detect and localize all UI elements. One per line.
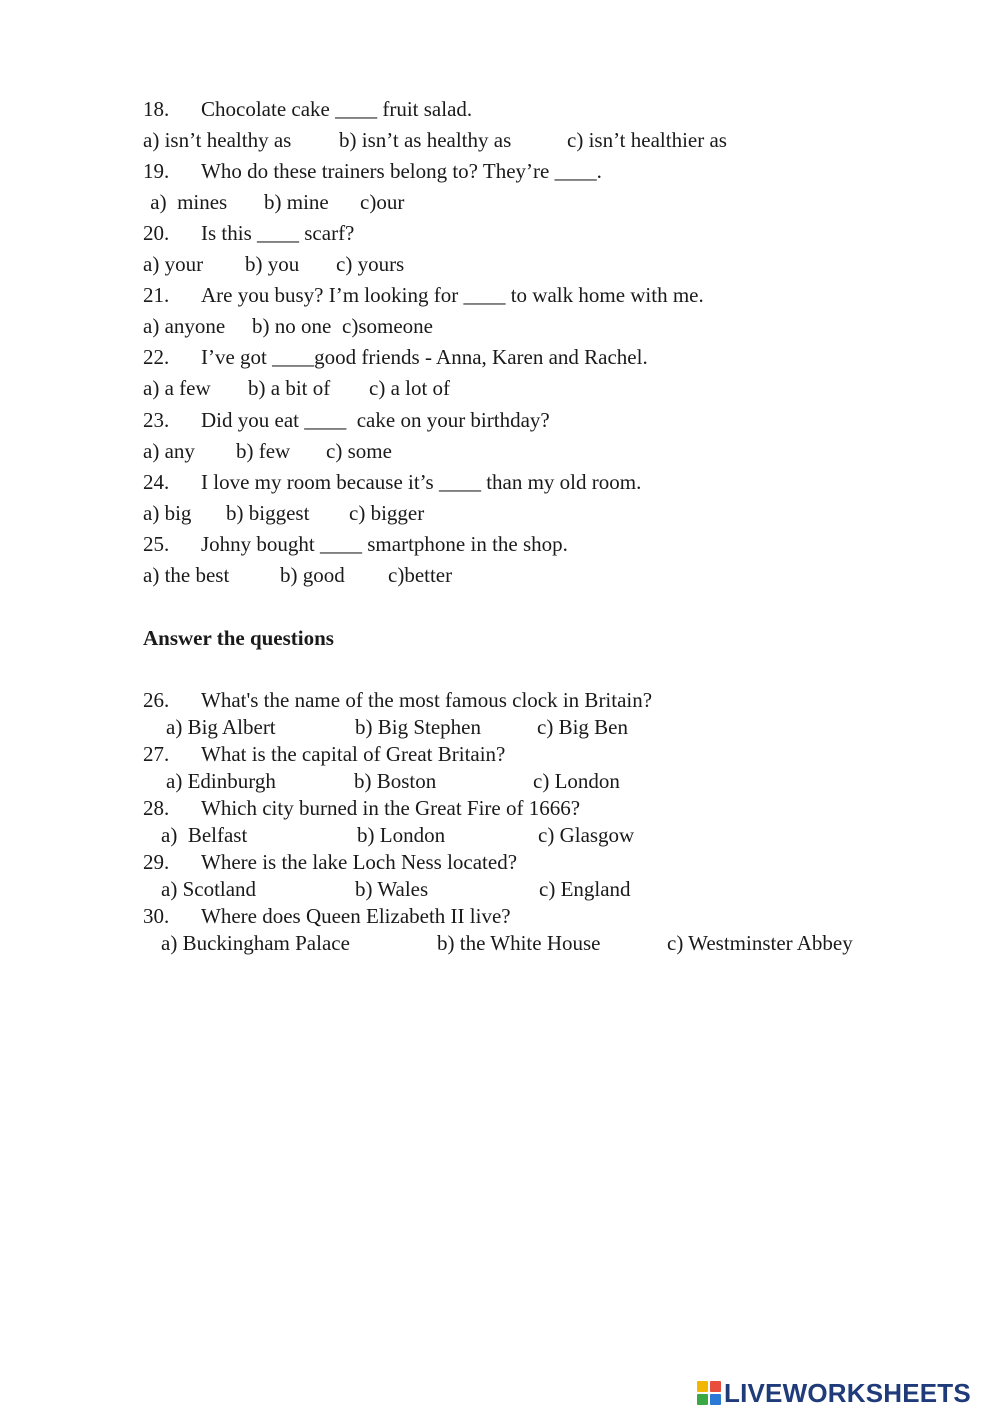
question-29 xyxy=(143,850,517,875)
section-heading: Answer the questions xyxy=(143,626,334,650)
option-a[interactable]: a) Scotland xyxy=(161,877,257,901)
question-number: 23. xyxy=(143,408,170,432)
option-a[interactable]: a) anyone xyxy=(143,314,226,338)
question-23 xyxy=(143,408,550,433)
question-25 xyxy=(143,532,568,557)
options-19 xyxy=(145,190,404,215)
question-number: 18. xyxy=(143,97,170,121)
question-19 xyxy=(143,159,602,184)
option-b[interactable]: b) you xyxy=(245,252,300,276)
question-27 xyxy=(143,742,505,767)
question-number: 30. xyxy=(143,904,170,928)
question-number: 22. xyxy=(143,345,170,369)
option-c[interactable]: c)our xyxy=(360,190,405,214)
option-c[interactable]: c) yours xyxy=(336,252,405,276)
option-c[interactable]: c) Glasgow xyxy=(538,823,635,847)
question-number: 19. xyxy=(143,159,170,183)
question-26 xyxy=(143,688,652,713)
option-b[interactable]: b) Boston xyxy=(354,769,437,793)
option-b[interactable]: b) no one xyxy=(252,314,332,338)
option-a[interactable]: a) your xyxy=(143,252,204,276)
question-text: Who do these trainers belong to? They’re ____. xyxy=(201,159,602,183)
option-c[interactable]: c)someone xyxy=(342,314,433,338)
option-a[interactable]: a) any xyxy=(143,439,195,463)
options-21 xyxy=(143,314,433,339)
options-25 xyxy=(143,563,452,588)
question-24 xyxy=(143,470,641,495)
question-text: Are you busy? I’m looking for ____ to walk home with me. xyxy=(201,283,704,307)
question-number: 24. xyxy=(143,470,170,494)
question-text: Chocolate cake ____ fruit salad. xyxy=(201,97,473,121)
question-text: I’ve got ____good friends - Anna, Karen and Rachel. xyxy=(201,345,648,369)
option-a[interactable]: a) Buckingham Palace xyxy=(161,931,350,955)
option-b[interactable]: b) Wales xyxy=(355,877,429,901)
option-b[interactable]: b) mine xyxy=(264,190,329,214)
option-c[interactable]: c) isn’t healthier as xyxy=(567,128,727,152)
option-c[interactable]: c) England xyxy=(539,877,631,901)
question-number: 29. xyxy=(143,850,170,874)
option-b[interactable]: b) isn’t as healthy as xyxy=(339,128,512,152)
option-b[interactable]: b) the White House xyxy=(437,931,601,955)
question-22 xyxy=(143,345,648,370)
liveworksheets-brand[interactable] xyxy=(697,1379,971,1407)
question-number: 25. xyxy=(143,532,170,556)
question-number: 27. xyxy=(143,742,170,766)
option-b[interactable]: b) biggest xyxy=(226,501,310,525)
option-a[interactable]: a) the best xyxy=(143,563,230,587)
question-text: I love my room because it’s ____ than my old room. xyxy=(201,470,642,494)
question-21 xyxy=(143,283,704,308)
option-c[interactable]: c)better xyxy=(388,563,453,587)
question-text: What is the capital of Great Britain? xyxy=(201,742,506,766)
option-b[interactable]: b) few xyxy=(236,439,291,463)
options-18 xyxy=(143,128,727,153)
question-text: Johny bought ____ smartphone in the shop. xyxy=(201,532,568,556)
options-24 xyxy=(143,501,424,526)
question-number: 20. xyxy=(143,221,170,245)
question-text: Did you eat ____ cake on your birthday? xyxy=(201,408,550,432)
option-a[interactable]: a) Edinburgh xyxy=(166,769,276,793)
option-b[interactable]: b) good xyxy=(280,563,345,587)
question-text: Where is the lake Loch Ness located? xyxy=(201,850,518,874)
option-c[interactable]: c) Westminster Abbey xyxy=(667,931,853,955)
option-a[interactable]: a) a few xyxy=(143,376,211,400)
liveworksheets-logo-icon xyxy=(697,1381,721,1405)
option-a[interactable]: a) Belfast xyxy=(161,823,248,847)
option-b[interactable]: b) a bit of xyxy=(248,376,331,400)
options-23 xyxy=(143,439,392,464)
question-number: 26. xyxy=(143,688,170,712)
question-20 xyxy=(143,221,354,246)
option-b[interactable]: b) Big Stephen xyxy=(355,715,481,739)
question-text: What's the name of the most famous clock in Britain? xyxy=(201,688,653,712)
question-30 xyxy=(143,904,511,929)
option-c[interactable]: c) London xyxy=(533,769,620,793)
option-a[interactable]: a) isn’t healthy as xyxy=(143,128,292,152)
option-a[interactable]: a) big xyxy=(143,501,192,525)
question-text: Which city burned in the Great Fire of 1666? xyxy=(201,796,581,820)
question-text: Is this ____ scarf? xyxy=(201,221,355,245)
brand-name: LIVEWORKSHEETS xyxy=(724,1377,971,1408)
options-20 xyxy=(143,252,404,277)
option-b[interactable]: b) London xyxy=(357,823,446,847)
question-28 xyxy=(143,796,580,821)
question-text: Where does Queen Elizabeth II live? xyxy=(201,904,511,928)
option-c[interactable]: c) bigger xyxy=(349,501,425,525)
question-number: 28. xyxy=(143,796,170,820)
option-c[interactable]: c) Big Ben xyxy=(537,715,628,739)
option-c[interactable]: c) some xyxy=(326,439,392,463)
question-18 xyxy=(143,97,472,122)
option-a[interactable]: a) Big Albert xyxy=(166,715,276,739)
option-c[interactable]: c) a lot of xyxy=(369,376,451,400)
question-number: 21. xyxy=(143,283,170,307)
option-a[interactable]: a) mines xyxy=(145,190,228,214)
options-22 xyxy=(143,376,450,401)
